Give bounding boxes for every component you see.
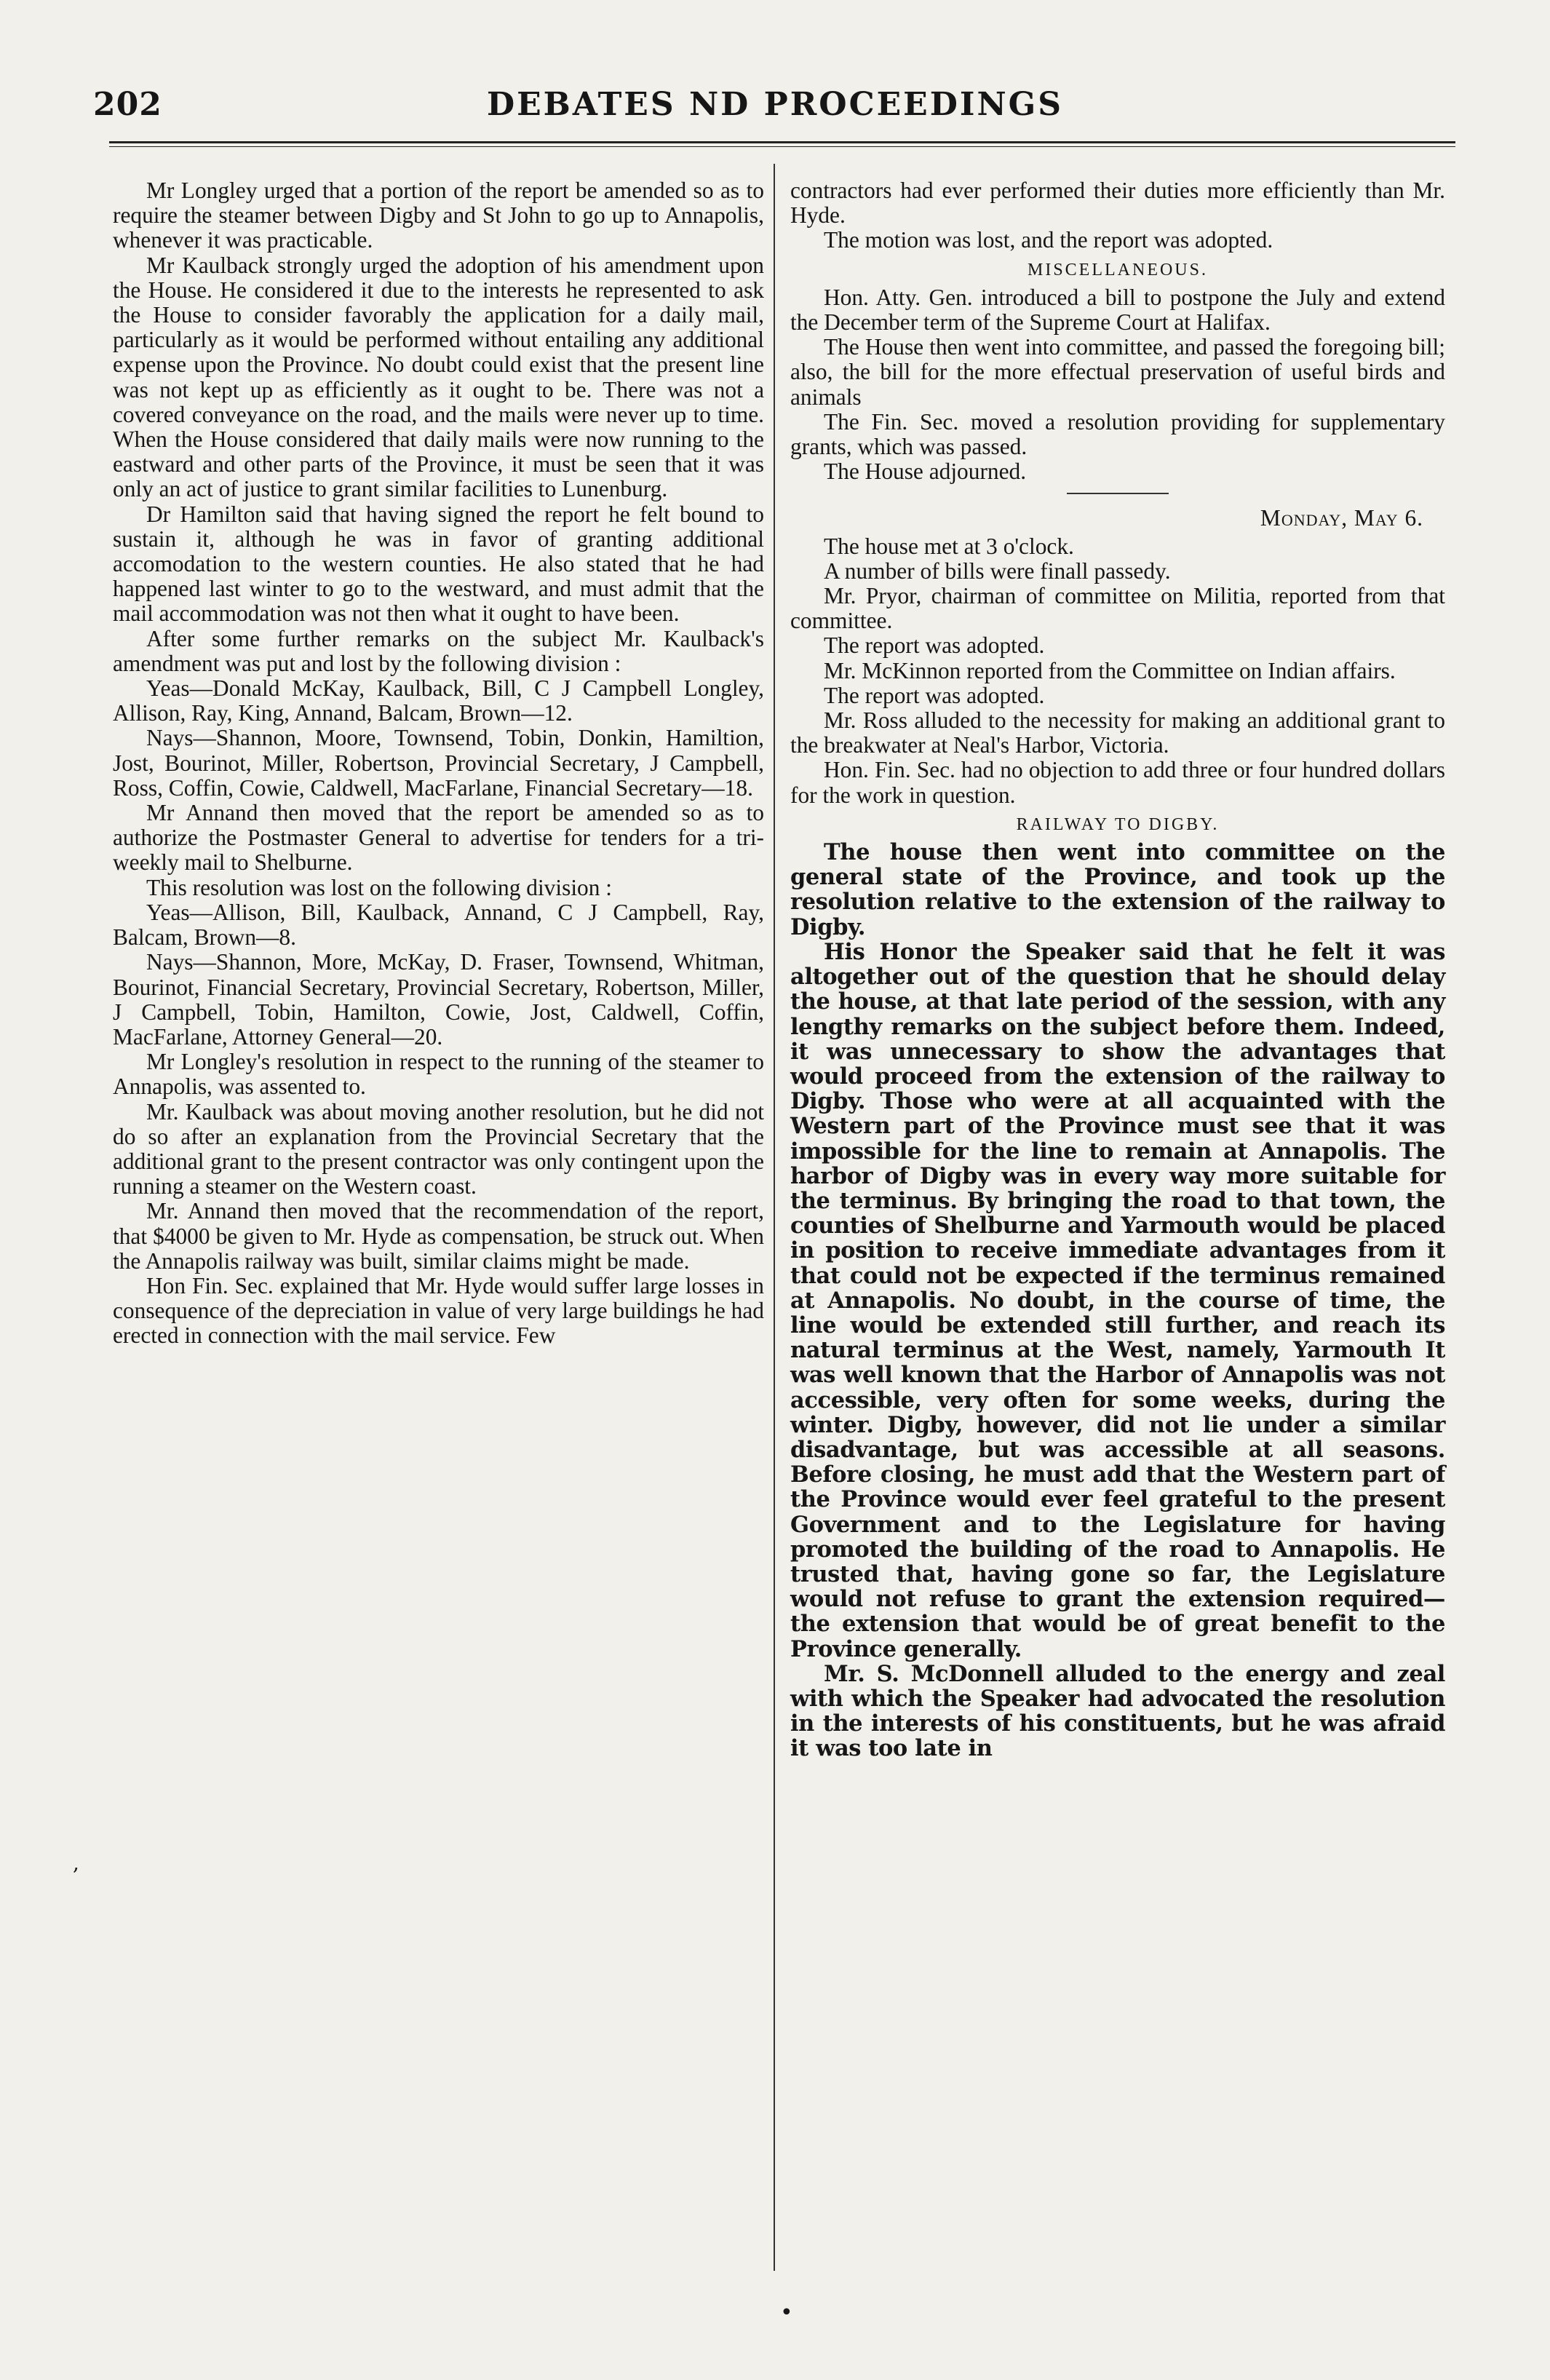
paragraph: Mr. Ross alluded to the necessity for making an additional grant to the breakwater at Neal's Harbor, Victoria. bbox=[790, 707, 1445, 758]
paragraph: The report was adopted. bbox=[824, 632, 1045, 659]
division-yeas: Yeas—Donald McKay, Kaulback, Bill, C J Campbell Longley, Allison, Ray, King, Annand, Balcam, Brown—12. bbox=[113, 675, 764, 726]
paragraph: A number of bills were finall passedy. bbox=[824, 558, 1171, 584]
date-heading: Monday, May 6. bbox=[1260, 505, 1423, 531]
paragraph: The House then went into committee, and passed the foregoing bill; also, the bill for the more effectual preservation of useful birds and animals bbox=[790, 334, 1445, 410]
railway-text-block bbox=[790, 840, 1445, 1761]
paragraph: Mr. Pryor, chairman of committee on Militia, reported from that committee. bbox=[790, 583, 1445, 634]
division-nays: Nays—Shannon, Moore, Townsend, Tobin, Donkin, Hamiltion, Jost, Bourinot, Miller, Robertson, Provincial Secretary, J Campbell, Ross, Coffin, Cowie, Caldwell, MacFarlane, Financial Secretary—18. bbox=[113, 725, 764, 801]
right-column bbox=[790, 178, 1445, 1761]
paragraph: Hon. Atty. Gen. introduced a bill to postpone the July and extend the December term of the Supreme Court at Halifax. bbox=[790, 284, 1445, 336]
paragraph: contractors had ever performed their duties more efficiently than Mr. Hyde. bbox=[790, 178, 1445, 229]
margin-mark: , bbox=[73, 1851, 79, 1875]
paragraph: The House adjourned. bbox=[824, 459, 1027, 485]
paragraph: Mr Longley urged that a portion of the report be amended so as to require the steamer between Digby and St John to go up to Annapolis, whenever it was practicable. bbox=[113, 178, 764, 253]
paragraph: Dr Hamilton said that having signed the report he felt bound to sustain it, although he was in favor of granting additional accomodation to the western counties. He also stated that he had happened last winter to go to the westward, and must admit that the mail accommodation was not then what it ought to have been. bbox=[113, 501, 764, 627]
paragraph: Mr. Annand then moved that the recommendation of the report, that $4000 be given to Mr. Hyde as compensation, be struck out. When the Annapolis railway was built, similar claims might be made. bbox=[113, 1198, 764, 1274]
column-divider bbox=[774, 164, 775, 2271]
paragraph: The Fin. Sec. moved a resolution providing for supplementary grants, which was passed. bbox=[790, 408, 1445, 460]
section-heading-miscellaneous: MISCELLANEOUS. bbox=[1027, 260, 1208, 279]
paragraph: Mr. Kaulback was about moving another resolution, but he did not do so after an explanation from the Provincial Secretary that the additional grant to the present contractor was only contingent upon the running a steamer on the Western coast. bbox=[113, 1098, 764, 1199]
paragraph: The motion was lost, and the report was adopted. bbox=[824, 227, 1273, 253]
header-rule bbox=[109, 141, 1455, 147]
division-nays: Nays—Shannon, More, McKay, D. Fraser, Townsend, Whitman, Bourinot, Financial Secretary, Provincial Secretary, Robertson, Miller, J Campbell, Tobin, Hamilton, Cowie, Jost, Caldwell, Coffin, MacFarlane, Attorney General—20. bbox=[113, 949, 764, 1050]
paragraph: Mr. S. McDonnell alluded to the energy and zeal with which the Speaker had advocated the resolution in the interests of his constituents, but he was afraid it was too late in bbox=[790, 1660, 1445, 1762]
paragraph: Hon Fin. Sec. explained that Mr. Hyde would suffer large losses in consequence of the depreciation in value of very large buildings he had erected in connection with the mail service. Few bbox=[113, 1272, 764, 1349]
paragraph: After some further remarks on the subject Mr. Kaulback's amendment was put and lost by the following division : bbox=[113, 625, 764, 676]
division-yeas: Yeas—Allison, Bill, Kaulback, Annand, C J Campbell, Ray, Balcam, Brown—8. bbox=[113, 899, 764, 951]
paragraph: This resolution was lost on the following division : bbox=[146, 874, 612, 900]
paragraph: Mr Annand then moved that the report be amended so as to authorize the Postmaster General to advertise for tenders for a tri-weekly mail to Shelburne. bbox=[113, 800, 764, 876]
section-rule bbox=[1067, 493, 1169, 494]
stray-mark: • bbox=[780, 2300, 793, 2325]
paragraph: Hon. Fin. Sec. had no objection to add three or four hundred dollars for the work in question. bbox=[790, 757, 1445, 808]
paragraph: The house met at 3 o'clock. bbox=[824, 533, 1074, 559]
paragraph: Mr Longley's resolution in respect to the running of the steamer to Annapolis, was assented to. bbox=[113, 1049, 764, 1100]
left-column bbox=[113, 178, 764, 1349]
page-number: 202 bbox=[93, 86, 162, 123]
paragraph: Mr. McKinnon reported from the Committee on Indian affairs. bbox=[824, 657, 1396, 683]
paragraph: Mr Kaulback strongly urged the adoption of his amendment upon the House. He considered it due to the interests he represented to ask the House to consider favorably the application for a daily mail, particularly as it would be performed without entailing any additional expense upon the Province. No doubt could exist that the present line was not kept up as efficiently as it ought to be. There was not a covered conveyance on the road, and the mails were never up to time. When the House considered that daily mails were now running to the eastward and other parts of the Province, it must be seen that it was only an act of justice to grant similar facilities to Lunenburg. bbox=[113, 252, 764, 502]
page-header bbox=[87, 86, 1463, 137]
running-head: DEBATES ND PROCEEDINGS bbox=[486, 86, 1064, 123]
paragraph: The house then went into committee on the general state of the Province, and took up the resolution relative to the extension of the railway to Digby. bbox=[790, 839, 1445, 940]
paragraph: The report was adopted. bbox=[824, 682, 1045, 708]
section-heading-railway: RAILWAY TO DIGBY. bbox=[1016, 814, 1220, 834]
paragraph: His Honor the Speaker said that he felt it was altogether out of the question that he should delay the house, at that late period of the session, with any lengthy remarks on the subject before them. Indeed, it was unnecessary to show the advantages that would proceed from the extension of the railway to Digby. Those who were at all acquainted with the Western part of the Province must see that it was impossible for the line to remain at Annapolis. The harbor of Digby was in every way more suitable for the terminus. By bringing the road to that town, the counties of Shelburne and Yarmouth would be placed in position to receive immediate advantages from it that could not be expected if the terminus remained at Annapolis. No doubt, in the course of time, the line would be extended still further, and reach its natural terminus at the West, namely, Yarmouth It was well known that the Harbor of Annapolis was not accessible, very often for some weeks, during the winter. Digby, however, did not lie under a similar disadvantage, but was accessible at all seasons. Before closing, he must add that the Western part of the Province would ever feel grateful to the present Government and to the Legislature for having promoted the building of the road to Annapolis. He trusted that, having gone so far, the Legislature would not refuse to grant the extension required—the extension that would be of great benefit to the Province generally. bbox=[790, 938, 1445, 1662]
